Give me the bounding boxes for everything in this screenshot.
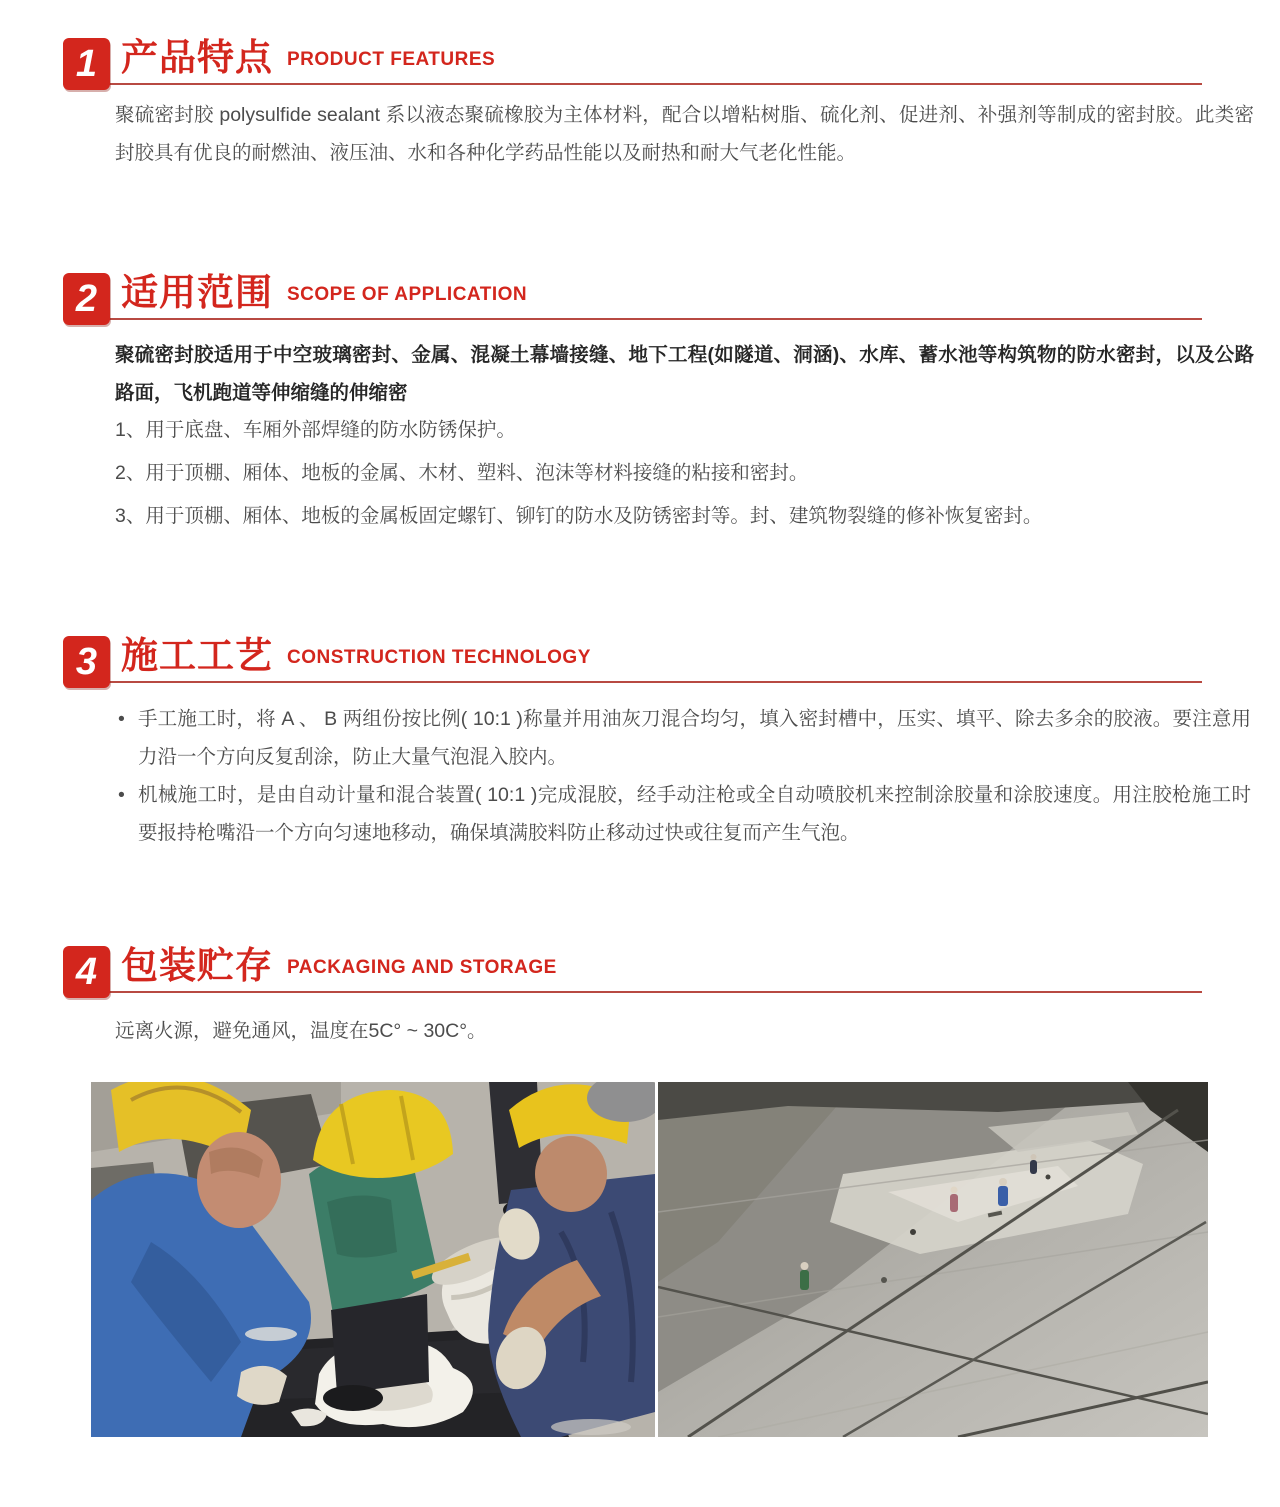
section-number-box bbox=[63, 636, 110, 688]
list-item: 3、用于顶棚、厢体、地板的金属板固定螺钉、铆钉的防水及防锈密封等。封、建筑物裂缝的修补恢复密封。 bbox=[115, 505, 1043, 527]
section-number: 2 bbox=[75, 277, 98, 320]
section-header bbox=[63, 273, 1202, 331]
section-number: 3 bbox=[75, 640, 98, 683]
section-underline bbox=[65, 991, 1202, 993]
product-features-paragraph: 聚硫密封胶 polysulfide sealant 系以液态聚硫橡胶为主体材料，配合以增粘树脂、硫化剂、促进剂、补强剂等制成的密封胶。此类密封胶具有优良的耐燃油、液压油、水和各种化学药品性能以及耐热和耐大气老化性能。 bbox=[115, 104, 1254, 164]
list-item: 1、用于底盘、车厢外部焊缝的防水防锈保护。 bbox=[115, 419, 516, 441]
section-scope-of-application bbox=[63, 273, 1202, 331]
section-header bbox=[63, 636, 1202, 694]
section-header bbox=[63, 946, 1202, 1004]
distant-worker-pink bbox=[950, 1187, 958, 1213]
distant-worker-dark bbox=[1030, 1154, 1037, 1174]
workers-applying-sealant-photo bbox=[91, 1082, 655, 1437]
section-number: 4 bbox=[75, 950, 98, 993]
bullet-item bbox=[118, 776, 1257, 852]
scope-application-list bbox=[63, 412, 1254, 541]
scope-lead-paragraph: 聚硫密封胶适用于中空玻璃密封、金属、混凝土幕墙接缝、地下工程(如隧道、洞涵)、水库、蓄水池等构筑物的防水密封，以及公路路面，飞机跑道等伸缩缝的伸缩密 bbox=[115, 344, 1254, 404]
section-title-en: CONSTRUCTION TECHNOLOGY bbox=[287, 647, 591, 668]
section-packaging-storage bbox=[63, 946, 1202, 1004]
photo-row bbox=[0, 1082, 1280, 1437]
sealant-workers-illustration bbox=[91, 1082, 655, 1437]
section-header bbox=[63, 38, 1202, 96]
section-construction-technology bbox=[63, 636, 1202, 694]
section-underline bbox=[65, 318, 1202, 320]
packaging-storage-paragraph: 远离火源，避免通风，温度在5C° ~ 30C°。 bbox=[115, 1020, 487, 1042]
section-product-features bbox=[63, 38, 1202, 96]
distant-worker-green bbox=[800, 1262, 809, 1290]
section-number-box bbox=[63, 38, 110, 90]
section-title-en: SCOPE OF APPLICATION bbox=[287, 284, 528, 305]
bullet-text: 机械施工时，是由自动计量和混合装置( 10:1 )完成混胶，经手动注枪或全自动喷胶机来控制涂胶量和涂胶速度。用注胶枪施工时要报持枪嘴沿一个方向匀速地移动，确保填满胶料防止移动过快或往复而产生气泡。 bbox=[138, 784, 1251, 844]
section-underline bbox=[65, 681, 1202, 683]
section-title-en: PRODUCT FEATURES bbox=[287, 49, 496, 70]
bullet-dot-icon: • bbox=[118, 784, 125, 806]
section-title-zh: 包装贮存 bbox=[121, 945, 273, 986]
bullet-dot-icon: • bbox=[118, 708, 125, 730]
section-number-box bbox=[63, 946, 110, 998]
section-title-zh: 产品特点 bbox=[121, 37, 273, 78]
concrete-slope-worksite-photo bbox=[658, 1082, 1208, 1437]
section-number-box bbox=[63, 273, 110, 325]
bullet-item bbox=[118, 700, 1257, 776]
concrete-slope-illustration bbox=[658, 1082, 1208, 1437]
section-underline bbox=[65, 83, 1202, 85]
bullet-text: 手工施工时，将 A 、 B 两组份按比例( 10:1 )称量并用油灰刀混合均匀，填入密封槽中，压实、填平、除去多余的胶液。要注意用力沿一个方向反复刮涂，防止大量气泡混入胶内。 bbox=[138, 708, 1251, 768]
section-number: 1 bbox=[75, 42, 98, 85]
list-item: 2、用于顶棚、厢体、地板的金属、木材、塑料、泡沫等材料接缝的粘接和密封。 bbox=[115, 462, 809, 484]
construction-steps bbox=[63, 700, 1257, 852]
section-title-zh: 施工工艺 bbox=[121, 635, 273, 676]
section-title-en: PACKAGING AND STORAGE bbox=[287, 957, 557, 978]
section-title-zh: 适用范围 bbox=[121, 272, 273, 313]
distant-worker-blue bbox=[998, 1178, 1008, 1206]
